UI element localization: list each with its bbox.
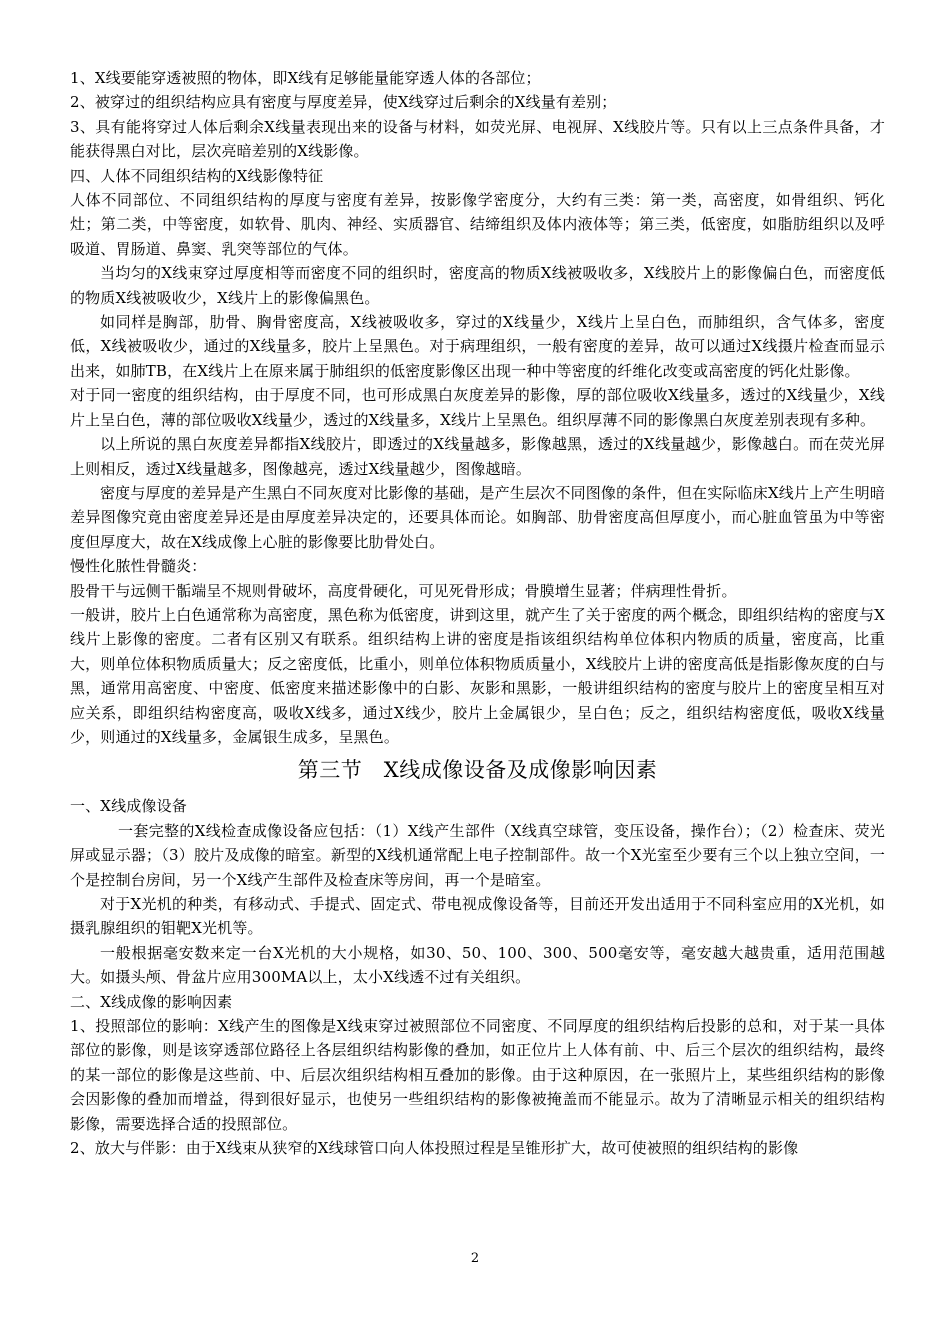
- paragraph: 1、X线要能穿透被照的物体，即X线有足够能量能穿透人体的各部位；: [70, 69, 541, 87]
- paragraph: 股骨干与远侧干骺端呈不规则骨破坏，高度骨硬化，可见死骨形成；骨膜增生显著；伴病理性骨折。: [70, 581, 737, 600]
- paragraph: 1、投照部位的影响：X线产生的图像是X线束穿过被照部位不同密度、不同厚度的组织结构后投影的总和，对于某一具体部位的影像，则是该穿透部位路径上各层组织结构影像的叠加，如正位片上人体有前、中、后三个层次的组织结构，最终的某一部位的影像是这些前、中、后层次组织结构相互叠加的影像。由于这种原因，在一张照片上，某些组织结构的影像会因影像的叠加而增益，得到很好显示，也使另一些组织结构的影像被掩盖而不能显示。故为了清晰显示相关的组织结构影像，需要选择合适的投照部位。: [70, 1017, 885, 1133]
- paragraph: 如同样是胸部，肋骨、胸骨密度高，X线被吸收多，穿过的X线量少，X线片上呈白色，而肺组织，含气体多，密度低，X线被吸收少，通过的X线量多，胶片上呈黑色。对于病理组织，一般有密度的差异，故可以通过X线摄片检查而显示出来，如肺TB，在X线片上在原来属于肺组织的低密度影像区出现一种中等密度的纤维化改变或高密度的钙化灶影像。: [70, 313, 885, 380]
- paragraph: 2、放大与伴影：由于X线束从狭窄的X线球管口向人体投照过程是呈锥形扩大，故可使被照的组织结构的影像: [70, 1139, 799, 1158]
- text-block-section-three: [70, 794, 885, 1160]
- paragraph: 四、人体不同组织结构的X线影像特征: [70, 166, 324, 185]
- paragraph: 一般讲，胶片上白色通常称为高密度，黑色称为低密度，讲到这里，就产生了关于密度的两个概念，即组织结构的密度与X线片上影像的密度。二者有区别又有联系。组织结构上讲的密度是指该组织结构单位体积内物质的质量，密度高，比重大，则单位体积物质质量大；反之密度低，比重小，则单位体积物质质量小，X线胶片上讲的密度高低是指影像灰度的白与黑，通常用高密度、中密度、低密度来描述影像中的白影、灰影和黑影，一般讲组织结构的密度与胶片上的密度呈相互对应关系，即组织结构密度高，吸收X线多，通过X线少，胶片上金属银少，呈白色；反之，组织结构密度低，吸收X线量少，则通过的X线量多，金属银生成多，呈黑色。: [70, 605, 885, 746]
- paragraph: 一套完整的X线检查成像设备应包括：（1）X线产生部件（X线真空球管，变压设备，操作台）；（2）检查床、荧光屏或显示器；（3）胶片及成像的暗室。新型的X线机通常配上电子控制部件。故一个X光室至少要有三个以上独立空间，一个是控制台房间，另一个X线产生部件及检查床等房间，再一个是暗室。: [70, 821, 885, 889]
- section-title: 第三节 X线成像设备及成像影响因素: [297, 758, 658, 783]
- paragraph: 3、具有能将穿过人体后剩余X线量表现出来的设备与材料，如荧光屏、电视屏、X线胶片等。只有以上三点条件具备，才能获得黑白对比，层次亮暗差别的X线影像。: [70, 117, 885, 161]
- document-page: [70, 66, 885, 1160]
- paragraph: 一、X线成像设备: [70, 797, 187, 816]
- paragraph: 二、X线成像的影响因素: [70, 992, 233, 1011]
- text-block-before-section: [70, 66, 885, 749]
- paragraph: 慢性化脓性骨髓炎：: [70, 557, 207, 576]
- paragraph: 对于X光机的种类，有移动式、手提式、固定式、带电视成像设备等，目前还开发出适用于不同科室应用的X光机，如摄乳腺组织的钼靶X光机等。: [70, 895, 885, 938]
- paragraph: 一般根据毫安数来定一台X光机的大小规格，如30、50、100、300、500毫安等，毫安越大越贵重，适用范围越大。如摄头颅、骨盆片应用300MA以上，太小X线透不过有关组织。: [70, 943, 885, 987]
- paragraph: 2、被穿过的组织结构应具有密度与厚度差异，使X线穿过后剩余的X线量有差别；: [70, 93, 617, 112]
- paragraph: 以上所说的黑白灰度差异都指X线胶片，即透过的X线量越多，影像越黑，透过的X线量越少，影像越白。而在荧光屏上则相反，透过X线量越多，图像越亮，透过X线量越少，图像越暗。: [70, 435, 885, 478]
- page-number: 2: [470, 1251, 480, 1266]
- paragraph: 对于同一密度的组织结构，由于厚度不同，也可形成黑白灰度差异的影像，厚的部位吸收X线量多，透过的X线量少，X线片上呈白色，薄的部位吸收X线量少，透过的X线量多，X线片上呈黑色。组织厚薄不同的影像黑白灰度差别表现有多种。: [70, 386, 885, 429]
- paragraph: 当均匀的X线束穿过厚度相等而密度不同的组织时，密度高的物质X线被吸收多，X线胶片上的影像偏白色，而密度低的物质X线被吸收少，X线片上的影像偏黑色。: [70, 264, 885, 307]
- paragraph: 人体不同部位、不同组织结构的厚度与密度有差异，按影像学密度分，大约有三类：第一类，高密度，如骨组织、钙化灶；第二类，中等密度，如软骨、肌肉、神经、实质器官、结缔组织及体内液体等；第三类，低密度，如脂肪组织以及呼吸道、胃肠道、鼻窦、乳突等部位的气体。: [70, 191, 885, 258]
- paragraph: 密度与厚度的差异是产生黑白不同灰度对比影像的基础，是产生层次不同图像的条件，但在实际临床X线片上产生明暗差异图像究竟由密度差异还是由厚度差异决定的，还要具体而论。如胸部、肋骨密度高但厚度小，而心脏血管虽为中等密度但厚度大，故在X线成像上心脏的影像要比肋骨处白。: [70, 483, 885, 551]
